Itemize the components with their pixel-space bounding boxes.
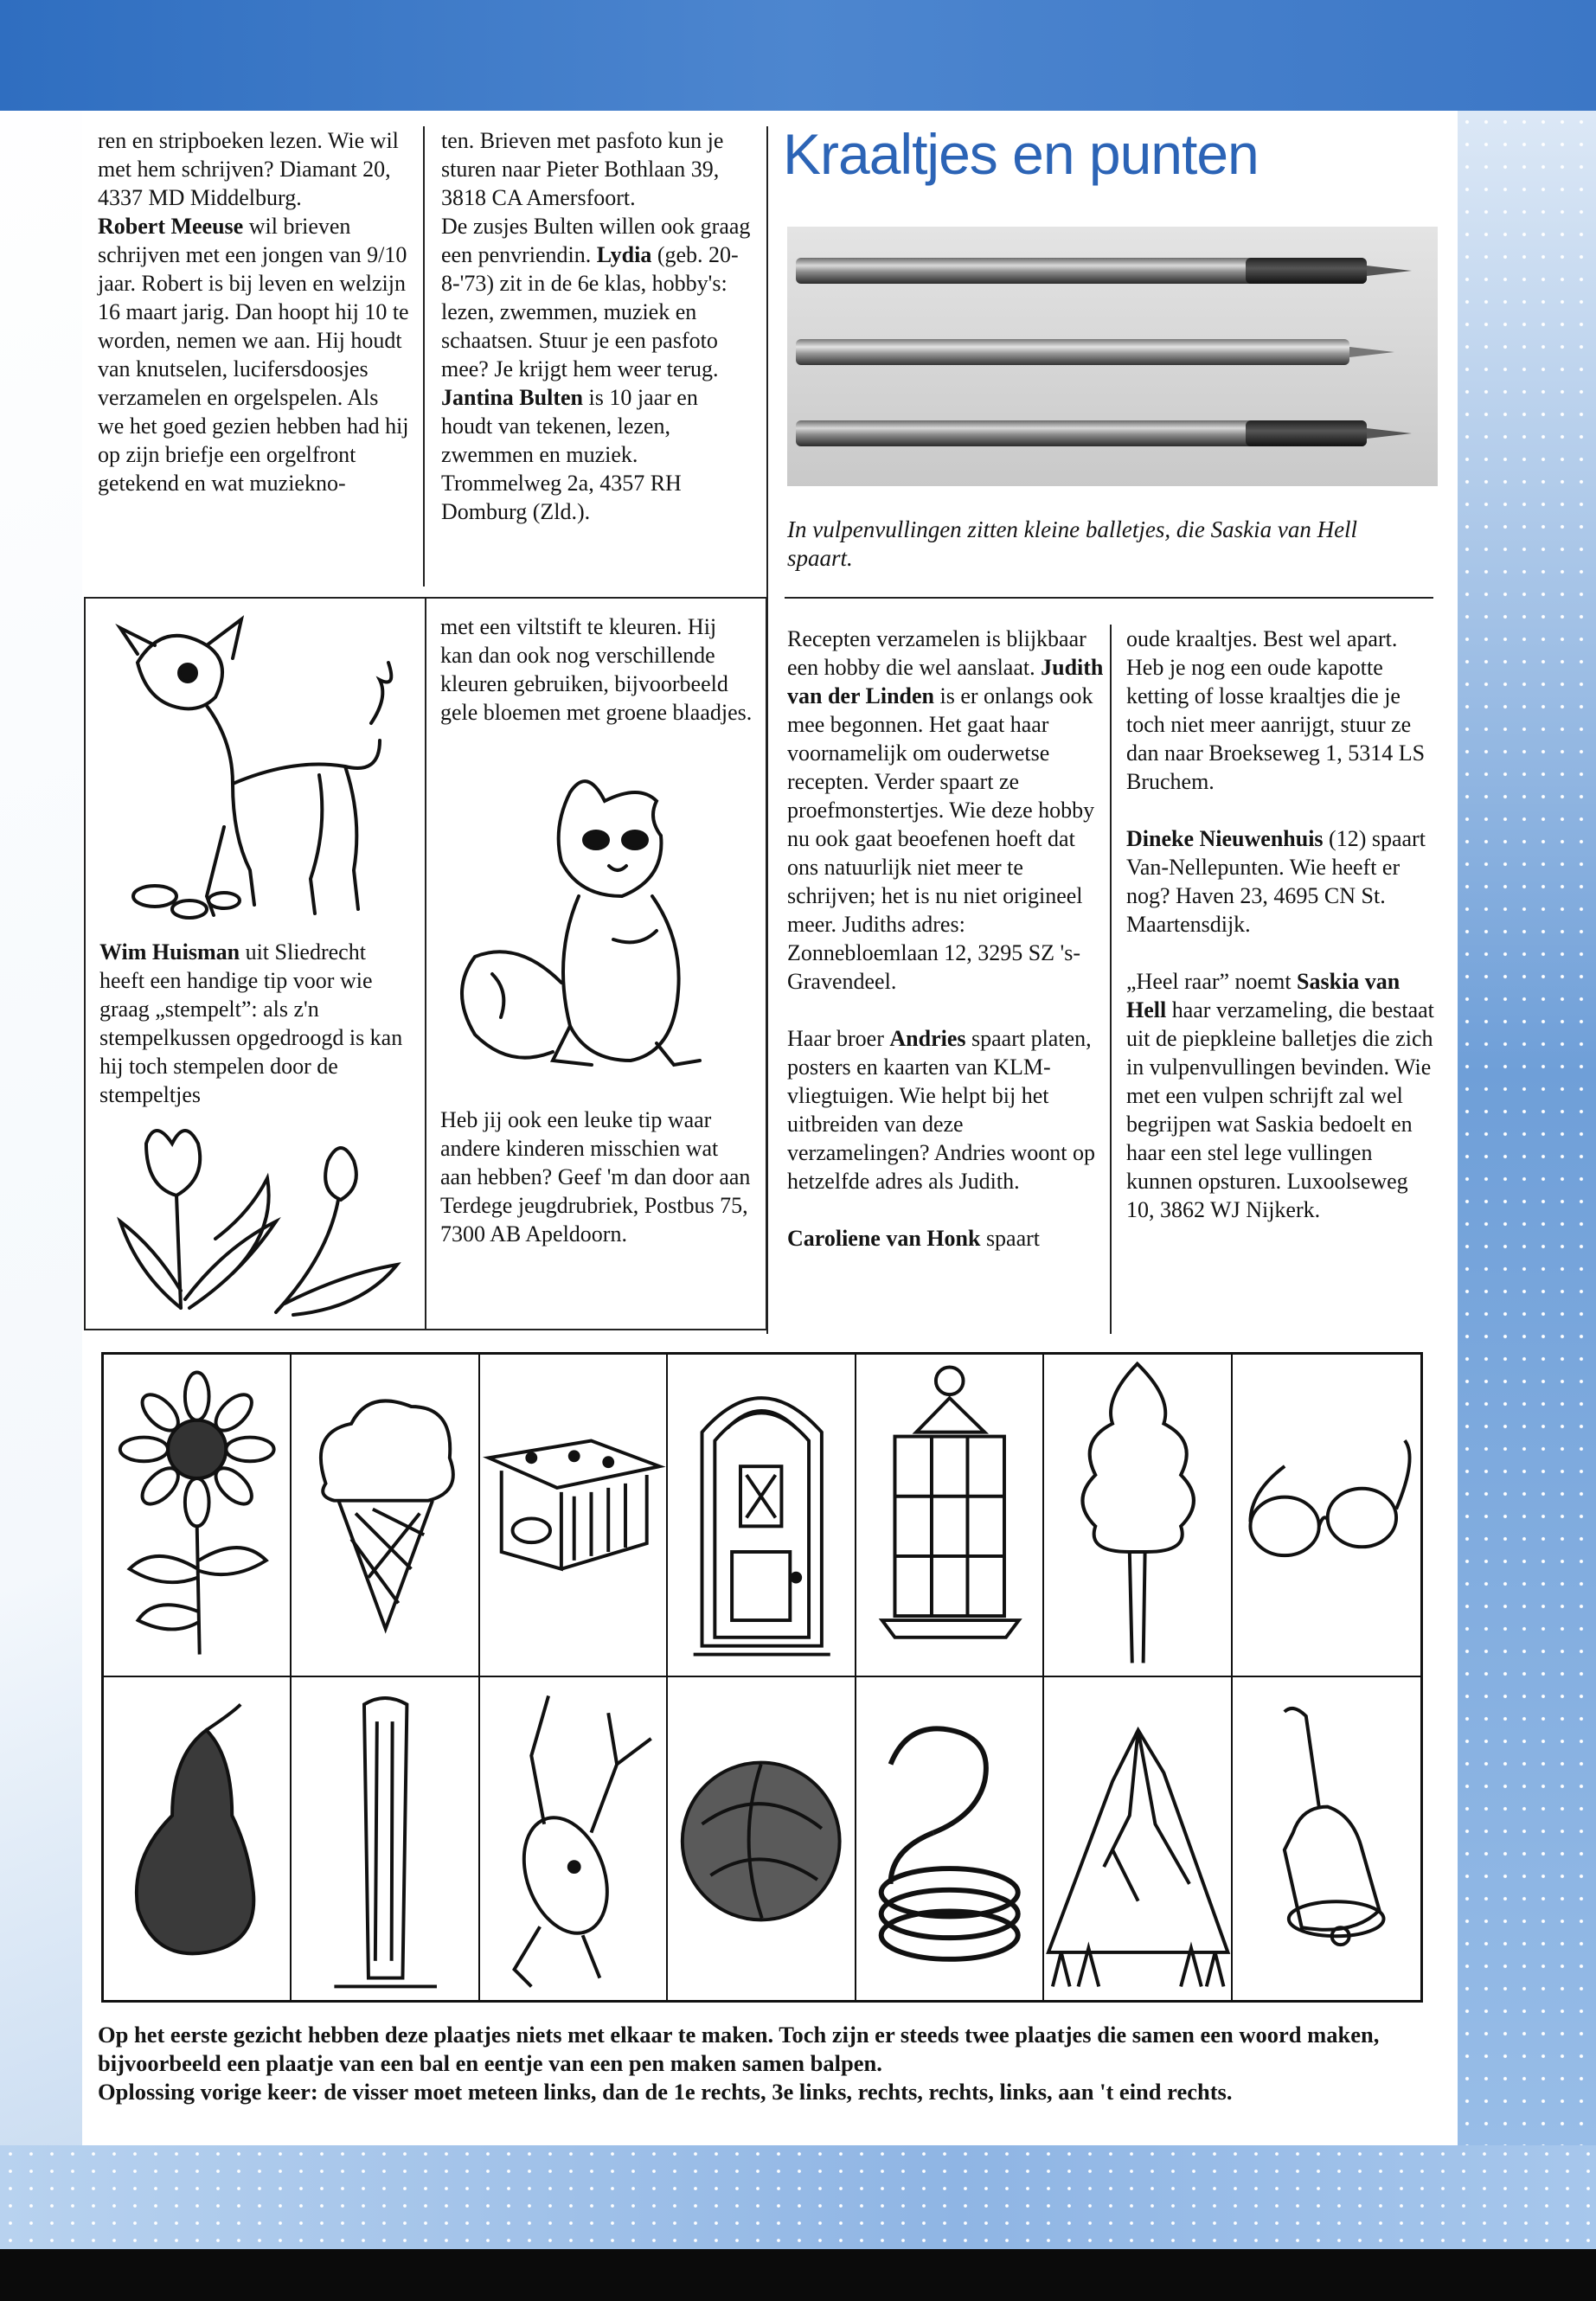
col3-p2-text-a: Haar broer bbox=[787, 1026, 890, 1051]
name-saskia-van-hell: Saskia van Hell bbox=[1126, 969, 1401, 1022]
col3-paragraph-1 bbox=[787, 625, 1106, 996]
raccoon-illustration bbox=[440, 766, 752, 1080]
col2-paragraph-2 bbox=[441, 212, 754, 526]
right-dotted-band bbox=[1458, 111, 1596, 2247]
col3-text-b: is er onlangs ook mee begonnen. Het gaat haar voornamelijk om ouderwetse recepten. Verder spaart ze proefmonstertjes. Wie deze hobby nu ook gaat beoefenen hoeft dat ons natuurlijk niet meer te schrijven; het is nu niet origineel meer. Judiths adres: Zonnebloemlaan 12, 3295 SZ 's-Gravendeel. bbox=[787, 683, 1095, 994]
hose-icon bbox=[856, 1677, 1042, 2000]
col4-paragraph-2 bbox=[1126, 824, 1436, 939]
pen-2 bbox=[796, 339, 1349, 365]
puzzle-garden-hose bbox=[856, 1677, 1044, 2000]
col3-p3-text: spaart bbox=[980, 1226, 1041, 1251]
name-jantina-bulten: Jantina Bulten bbox=[441, 385, 583, 410]
tip-right-top-text bbox=[440, 612, 753, 727]
pen-1 bbox=[796, 258, 1367, 284]
name-andries: Andries bbox=[889, 1026, 966, 1051]
door-icon bbox=[668, 1355, 854, 1676]
cabbage-icon bbox=[668, 1677, 854, 2000]
column-3 bbox=[787, 625, 1106, 1253]
tip-box-divider bbox=[425, 599, 426, 1329]
col1-paragraph-2 bbox=[98, 212, 409, 497]
bottom-dotted-band bbox=[0, 2145, 1596, 2249]
puzzle-pear bbox=[104, 1677, 292, 2000]
puzzle-birdhouse bbox=[480, 1355, 668, 1677]
article-title: Kraaltjes en punten bbox=[783, 122, 1259, 186]
puzzle-cabbage bbox=[668, 1677, 856, 2000]
fawn-illustration bbox=[103, 611, 414, 929]
name-dineke-nieuwenhuis: Dineke Nieuwenhuis bbox=[1126, 826, 1324, 851]
col1-paragraph-2-text: wil brieven schrijven met een jongen van 9/10 jaar. Robert is bij leven en welzijn 16 maart jarig. Dan hoopt hij 10 te worden, nemen we aan. Hij houdt van knutselen, lucifersdoosjes verzamelen en orgelspelen. Als we het goed gezien hebben had hij op zijn briefje een orgelfront getekend en wat muziekno- bbox=[98, 214, 409, 496]
puzzle-door bbox=[668, 1355, 856, 1677]
photo-caption: In vulpenvullingen zitten kleine balletjes, die Saskia van Hell spaart. bbox=[787, 516, 1358, 571]
col3-p2-text-b: spaart platen, posters en kaarten van KLM-vliegtuigen. Wie helpt bij het uitbreiden van deze verzamelingen? Andries woont op hetzelfde adres als Judith. bbox=[787, 1026, 1095, 1194]
bell-icon bbox=[1233, 1677, 1420, 2000]
tree-trunk-icon bbox=[292, 1677, 478, 2000]
name-lydia: Lydia bbox=[596, 242, 652, 267]
puzzle-instructions bbox=[98, 2021, 1421, 2106]
col2-text-b: (geb. 20-8-'73) zit in de 6e klas, hobby's: lezen, zwemmen, muziek en schaatsen. Stuur je een pasfoto mee? Je krijgt hem weer terug. bbox=[441, 242, 739, 381]
name-robert-meeuse: Robert Meeuse bbox=[98, 214, 244, 239]
picture-puzzle-grid bbox=[101, 1352, 1423, 2003]
pear-icon bbox=[104, 1677, 290, 2000]
glasses-icon bbox=[1233, 1355, 1420, 1676]
tip-right-paragraph-1: met een viltstift te kleuren. Hij kan dan ook nog verschillende kleuren gebruiken, bijvoorbeeld gele bloemen met groene blaadjes. bbox=[440, 614, 753, 725]
bottom-black-bar bbox=[0, 2249, 1596, 2301]
puzzle-frog bbox=[480, 1677, 668, 2000]
puzzle-mountain bbox=[1044, 1677, 1232, 2000]
col4-paragraph-3 bbox=[1126, 967, 1436, 1224]
tip-right-bottom-text bbox=[440, 1106, 753, 1248]
col4-paragraph-1: oude kraaltjes. Best wel apart. Heb je nog een oude kapotte ketting of losse kraaltjes die je toch niet meer aanrijgt, stuur ze dan naar Broekseweg 1, 5314 LS Bruchem. bbox=[1126, 626, 1426, 794]
column-rule-1 bbox=[423, 126, 425, 586]
puzzle-instruction-text: Op het eerste gezicht hebben deze plaatjes niets met elkaar te maken. Toch zijn er steeds twee plaatjes die samen een woord maken, bijvoorbeeld een plaatje van een bal en eentje van een pen maken samen balpen. bbox=[98, 2022, 1380, 2076]
col2-text-c: is 10 jaar en houdt van tekenen, lezen, zwemmen en muziek. Trommelweg 2a, 4357 RH Domburg (Zld.). bbox=[441, 385, 698, 524]
name-judith-van-der-linden: Judith van der Linden bbox=[787, 655, 1104, 708]
col2-paragraph-1: ten. Brieven met pasfoto kun je sturen naar Pieter Bothlaan 39, 3818 CA Amersfoort. bbox=[441, 128, 724, 210]
column-1 bbox=[98, 126, 409, 497]
tulip-illustration bbox=[103, 1118, 414, 1321]
caption-rule bbox=[785, 597, 1433, 599]
col1-paragraph-1: ren en stripboeken lezen. Wie wil met hem schrijven? Diamant 20, 4337 MD Middelburg. bbox=[98, 128, 399, 210]
frog-icon bbox=[480, 1677, 666, 2000]
pen-3 bbox=[796, 420, 1367, 446]
puzzle-tree bbox=[1044, 1355, 1232, 1677]
col3-text-a: Recepten verzamelen is blijkbaar een hobby die wel aanslaat. bbox=[787, 626, 1086, 680]
tree-icon bbox=[1044, 1355, 1230, 1676]
puzzle-tree-trunk bbox=[292, 1677, 479, 2000]
lantern-icon bbox=[856, 1355, 1042, 1676]
puzzle-bell bbox=[1233, 1677, 1420, 2000]
puzzle-sunflower bbox=[104, 1355, 292, 1677]
col4-p2-text: (12) spaart Van-Nellepunten. Wie heeft er nog? Haven 23, 4695 CN St. Maartensdijk. bbox=[1126, 826, 1426, 937]
column-4 bbox=[1126, 625, 1436, 1224]
sunflower-icon bbox=[104, 1355, 290, 1676]
mountain-icon bbox=[1044, 1677, 1230, 2000]
col2-text-a: De zusjes Bulten willen ook graag een penvriendin. bbox=[441, 214, 751, 267]
top-blue-band bbox=[0, 0, 1596, 111]
fountain-pens-photo bbox=[787, 227, 1438, 486]
puzzle-solution-text: Oplossing vorige keer: de visser moet meteen links, dan de 1e rechts, 3e links, rechts, rechts, links, aan 't eind rechts. bbox=[98, 2079, 1233, 2105]
name-caroliene-van-honk: Caroliene van Honk bbox=[787, 1226, 981, 1251]
tip-left-body: uit Sliedrecht heeft een handige tip voor wie graag „stempelt”: als z'n stempelkussen opgedroogd is kan hij toch stempelen door de stempeltjes bbox=[99, 939, 403, 1107]
column-2 bbox=[441, 126, 754, 526]
tip-left-text bbox=[99, 938, 411, 1109]
tip-left-paragraph bbox=[99, 938, 411, 1109]
tip-box bbox=[84, 597, 767, 1330]
col3-paragraph-2 bbox=[787, 1024, 1106, 1195]
birdhouse-icon bbox=[480, 1355, 666, 1676]
puzzle-ice-cream bbox=[292, 1355, 479, 1677]
puzzle-lantern bbox=[856, 1355, 1044, 1677]
col4-p3-text-a: „Heel raar” noemt bbox=[1126, 969, 1298, 994]
name-wim-huisman: Wim Huisman bbox=[99, 939, 240, 965]
tip-right-paragraph-2: Heb jij ook een leuke tip waar andere kinderen misschien wat aan hebben? Geef 'm dan door aan Terdege jeugdrubriek, Postbus 75, 7300 AB Apeldoorn. bbox=[440, 1107, 751, 1247]
puzzle-glasses bbox=[1233, 1355, 1420, 1677]
column-rule-3 bbox=[1110, 625, 1112, 1334]
col3-paragraph-3 bbox=[787, 1224, 1106, 1253]
col4-p3-text-b: haar verzameling, die bestaat uit de piepkleine balletjes die zich in vulpenvullingen bevinden. Wie met een vulpen schrijft zal wel begrijpen wat Saskia bedoelt en haar een stel lege vullingen kunnen opsturen. Luxoolseweg 10, 3862 WJ Nijkerk. bbox=[1126, 997, 1434, 1222]
ice-cream-icon bbox=[292, 1355, 478, 1676]
